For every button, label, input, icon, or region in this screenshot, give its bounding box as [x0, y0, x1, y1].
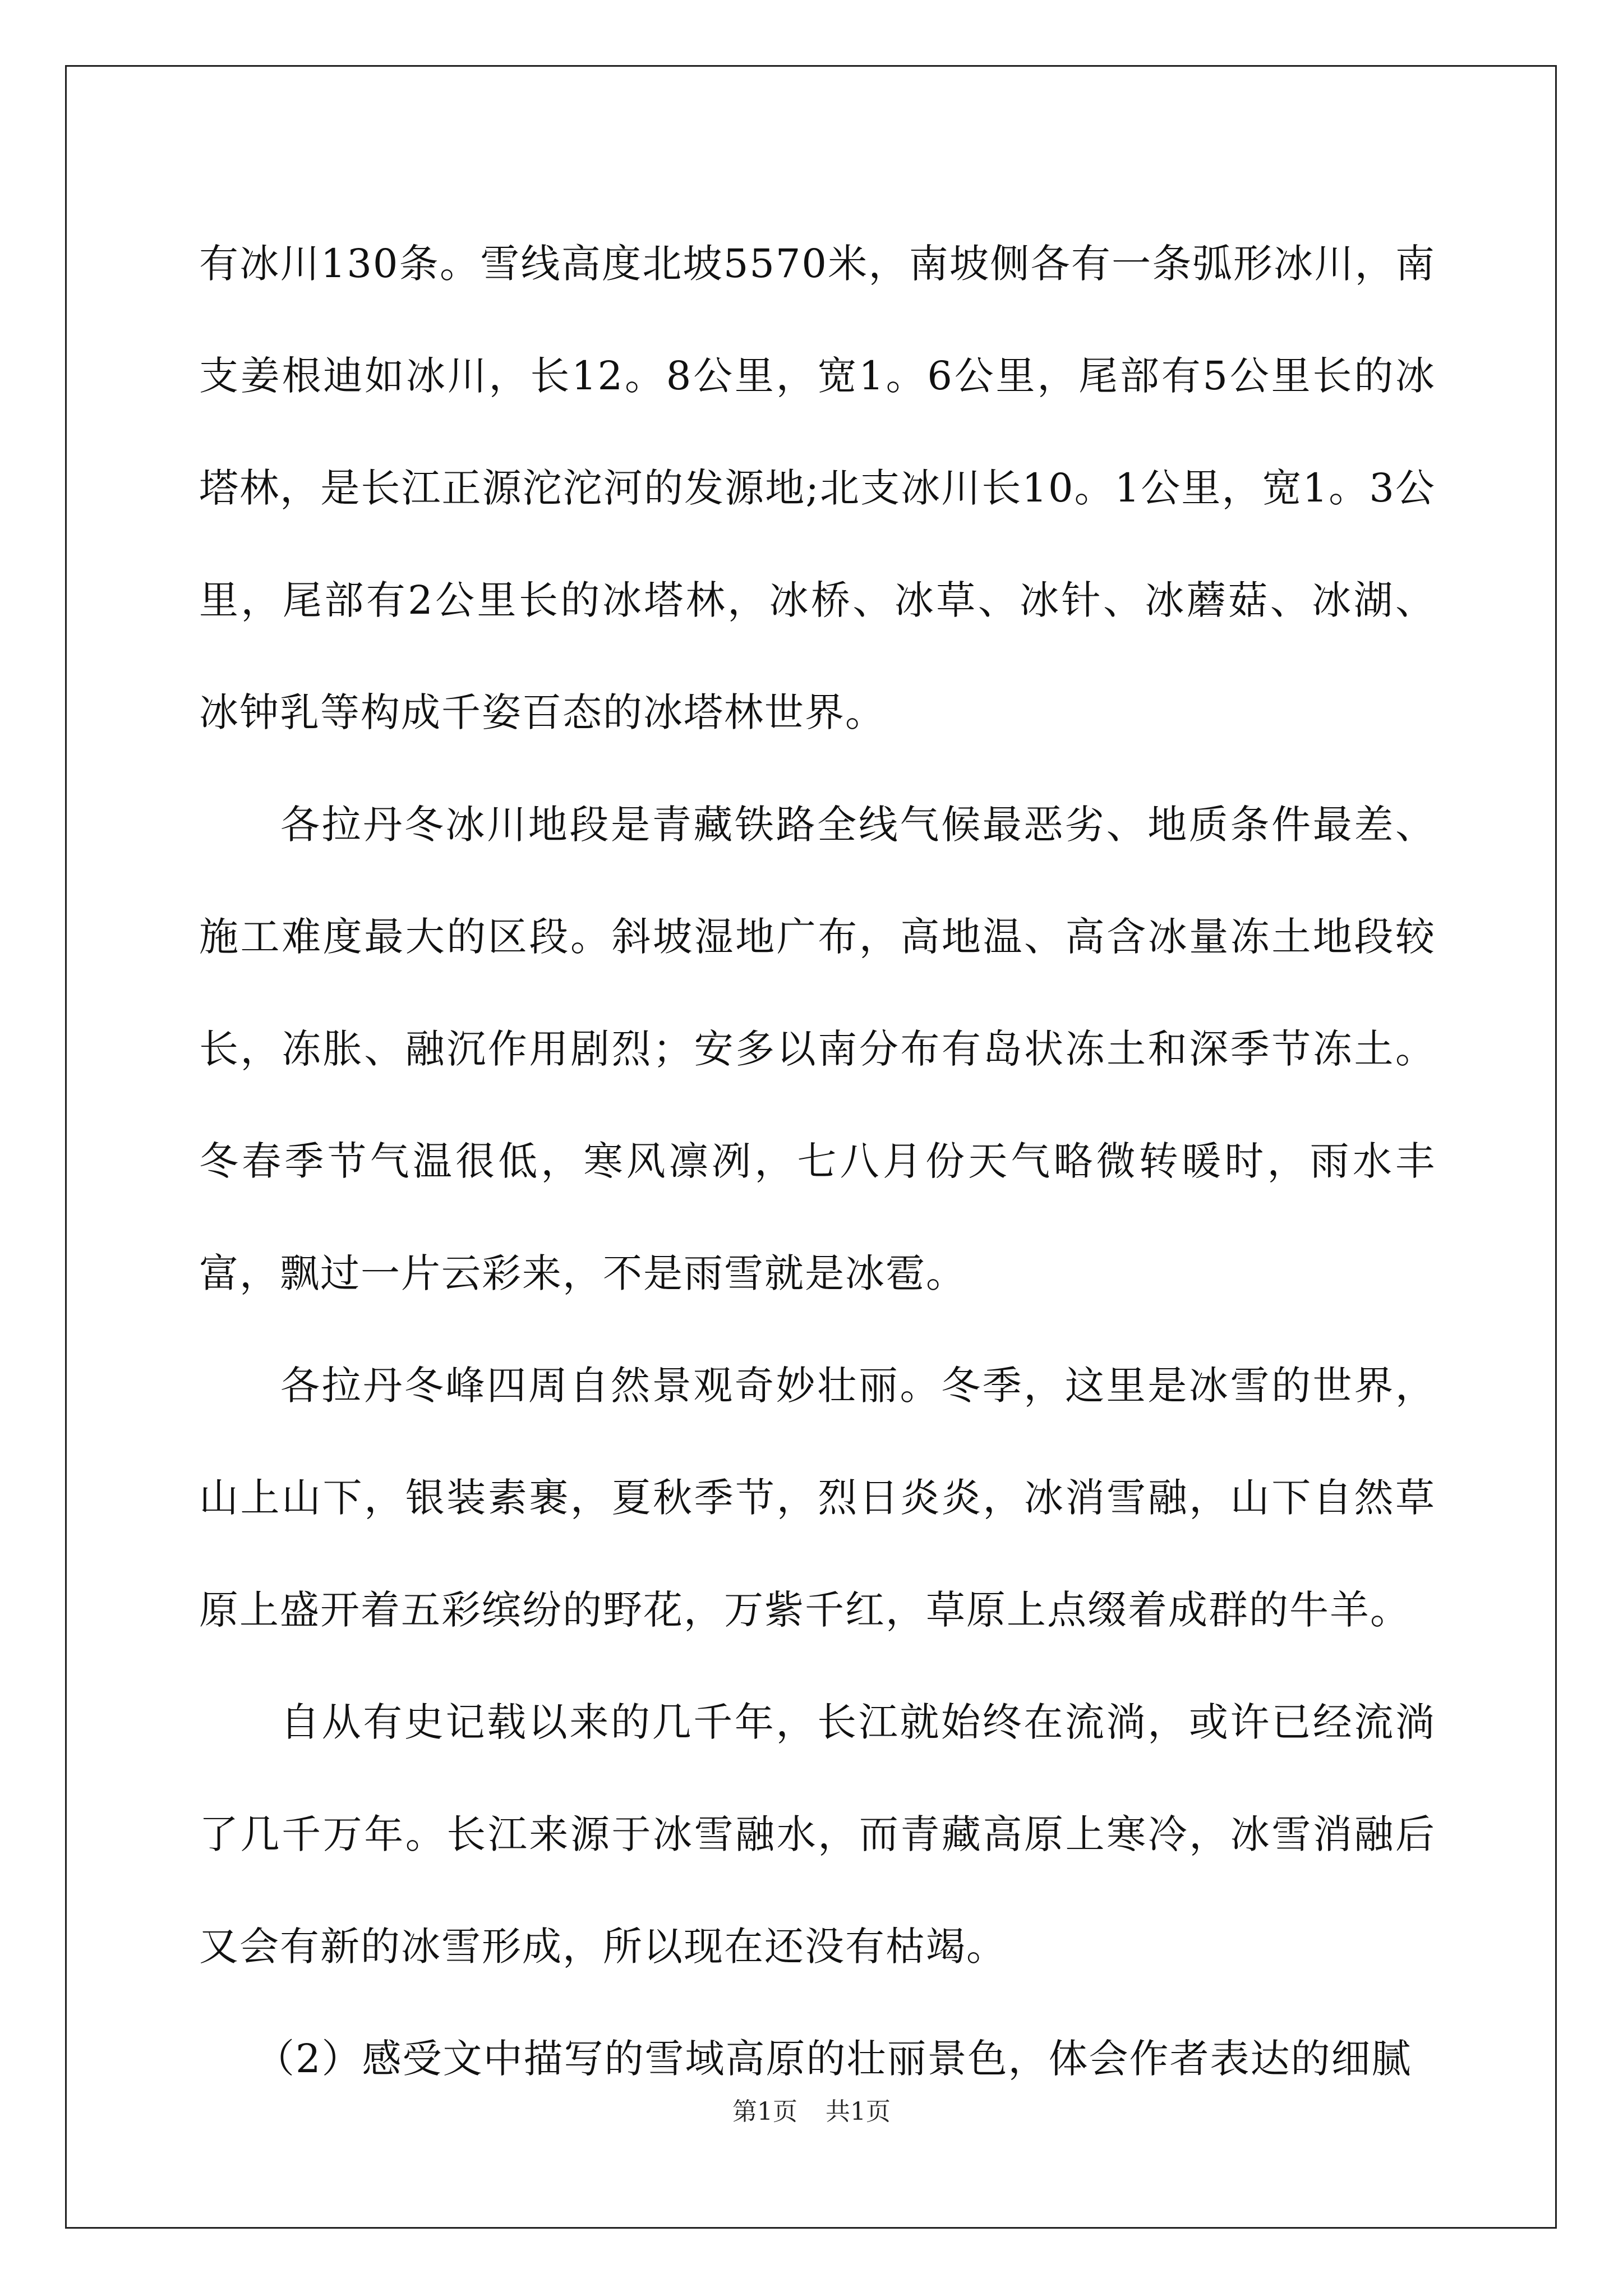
paragraph-3: 各拉丹冬峰四周自然景观奇妙壮丽。冬季，这里是冰雪的世界，山上山下，银装素裹，夏秋季节，烈日炎炎，冰消雪融，山下自然草原上盛开着五彩缤纷的野花，万紫千红，草原上点缀着成群的牛羊。 — [199, 1363, 1436, 1633]
page-number: 第1页 — [732, 2097, 797, 2126]
page-footer — [0, 2095, 1623, 2129]
paragraph-5: （2）感受文中描写的雪域高原的壮丽景色，体会作者表达的细腻 — [255, 2036, 1412, 2082]
document-body — [199, 208, 1436, 2115]
paragraph-2: 各拉丹冬冰川地段是青藏铁路全线气候最恶劣、地质条件最差、施工难度最大的区段。斜坡湿地广布，高地温、高含冰量冻土地段较长，冻胀、融沉作用剧烈；安多以南分布有岛状冻土和深季节冻土。冬春季节气温很低，寒风凛冽，七八月份天气略微转暖时，雨水丰富，飘过一片云彩来，不是雨雪就是冰雹。 — [199, 802, 1436, 1296]
page-total: 共1页 — [826, 2097, 891, 2126]
paragraph-4: 自从有史记载以来的几千年，长江就始终在流淌，或许已经流淌了几千万年。长江来源于冰雪融水，而青藏高原上寒冷，冰雪消融后又会有新的冰雪形成，所以现在还没有枯竭。 — [199, 1699, 1436, 1970]
paragraph-1: 有冰川130条。雪线高度北坡5570米，南坡侧各有一条弧形冰川，南支姜根迪如冰川，长12。8公里，宽1。6公里，尾部有5公里长的冰塔林，是长江正源沱沱河的发源地;北支冰川长10。1公里，宽1。3公里，尾部有2公里长的冰塔林，冰桥、冰草、冰针、冰蘑菇、冰湖、冰钟乳等构成千姿百态的冰塔林世界。 — [199, 241, 1436, 735]
